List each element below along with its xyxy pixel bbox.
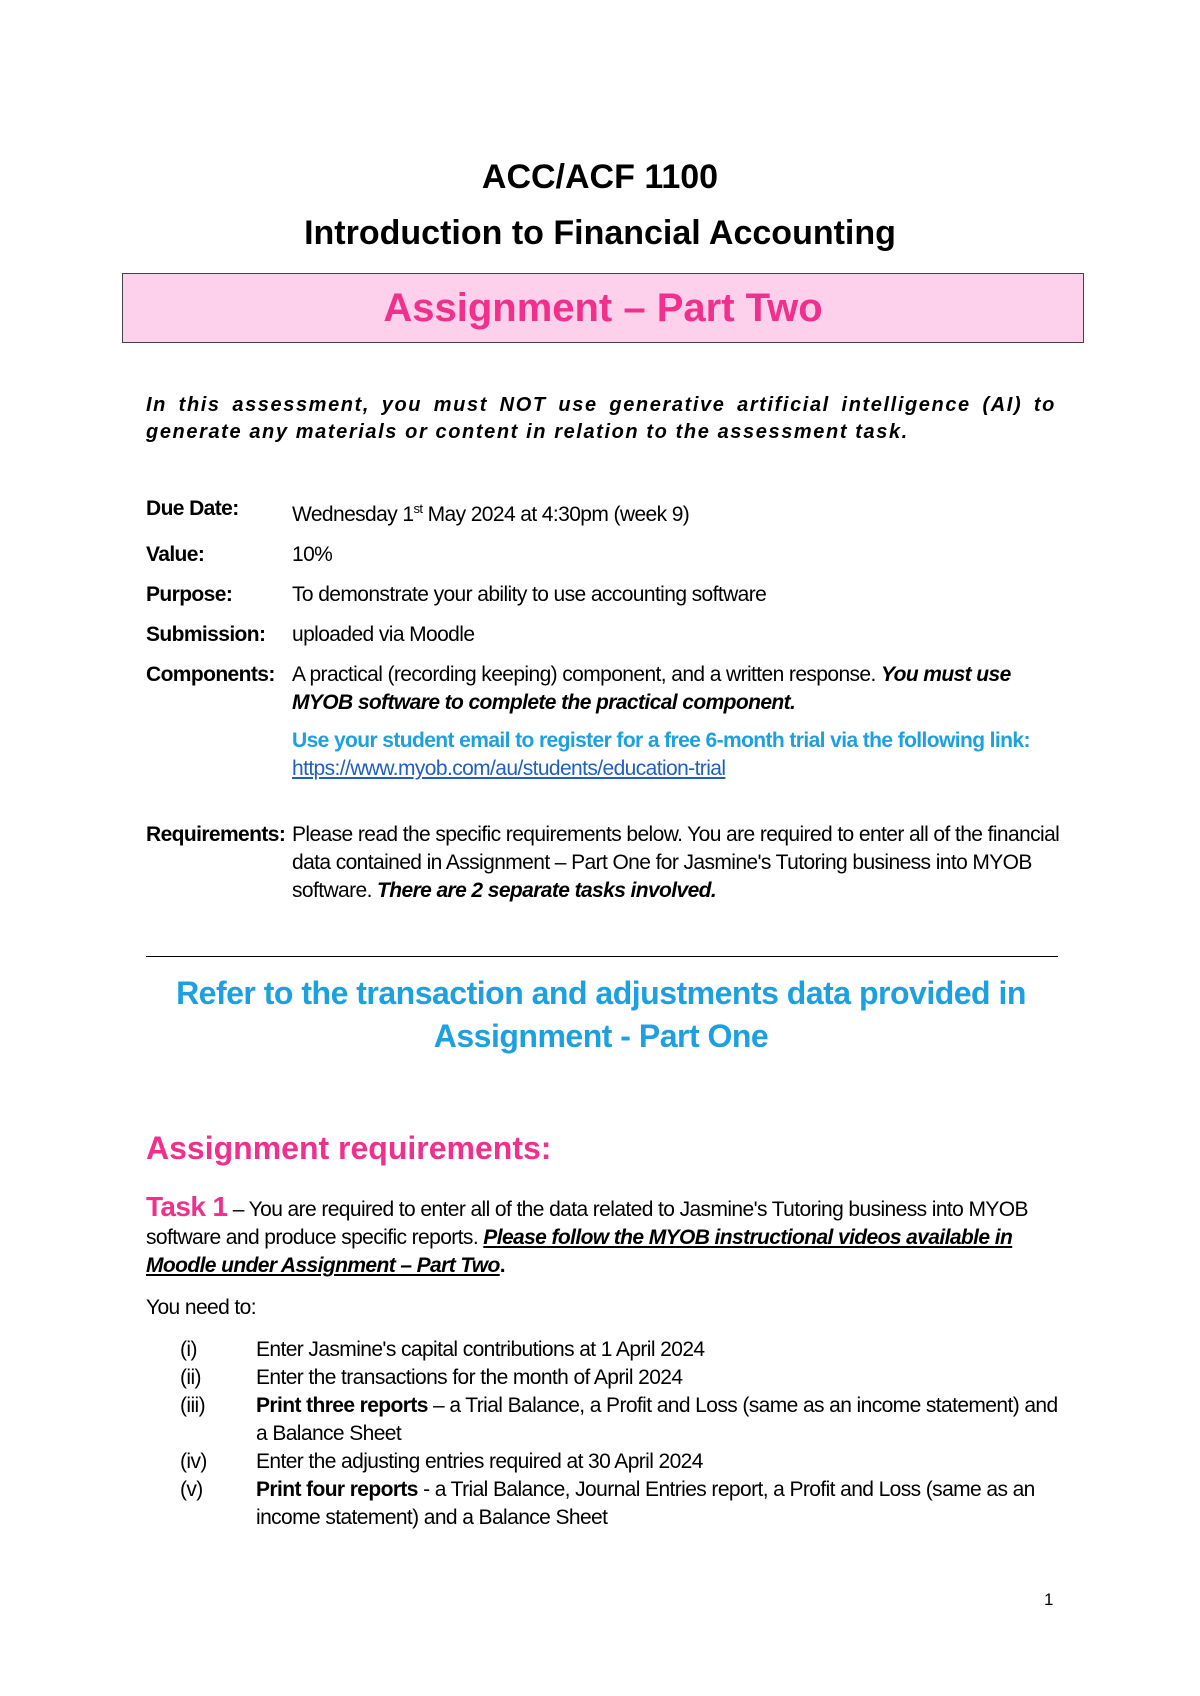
list-item-rest: - a Trial Balance, Journal Entries report, a Profit and Loss (same as an income statement) and a Balance Sheet <box>256 1478 1035 1529</box>
due-date-pre: Wednesday 1 <box>292 503 414 526</box>
requirements-emphasis: There are 2 separate tasks involved. <box>377 879 717 902</box>
list-item-text: Enter the transactions for the month of April 2024 <box>256 1366 683 1389</box>
value-value: 10% <box>292 543 333 566</box>
assessment-details <box>146 495 1066 917</box>
list-item-number: (iii) <box>180 1394 205 1417</box>
list-item-number: (v) <box>180 1478 203 1501</box>
requirements-row <box>146 821 1066 905</box>
components-label: Components: <box>146 663 275 686</box>
submission-row <box>146 621 1066 649</box>
list-item-bold: Print four reports <box>256 1478 418 1501</box>
requirements-text: Please read the specific requirements below. You are required to enter all of the financial data contained in Assignment – Part One for Jasmine's Tutoring business into MYOB software. <box>292 823 1060 902</box>
purpose-value: To demonstrate your ability to use accounting software <box>292 583 767 606</box>
purpose-row <box>146 581 1066 609</box>
list-item-text <box>256 1476 1060 1532</box>
you-need-text: You need to: <box>146 1296 256 1319</box>
refer-line-2: Assignment - Part One <box>433 1018 769 1054</box>
list-item <box>180 1476 1060 1532</box>
course-code: ACC/ACF 1100 <box>481 158 719 196</box>
task-1-text: – You are required to enter all of the data related to Jasmine's Tutoring business into MYOB software and produce specific reports. <box>146 1198 1028 1249</box>
list-item-number: (i) <box>180 1338 197 1361</box>
list-item-number: (ii) <box>180 1366 201 1389</box>
divider <box>146 956 1058 957</box>
value-row <box>146 541 1066 569</box>
refer-line-1: Refer to the transaction and adjustments data provided in <box>176 975 1026 1011</box>
trial-link[interactable]: https://www.myob.com/au/students/education-trial <box>292 757 726 780</box>
list-item <box>180 1336 1060 1364</box>
task-1-emphasis: Please follow the MYOB instructional videos available in Moodle under Assignment – Part Two <box>146 1226 1013 1277</box>
title-banner <box>122 273 1084 343</box>
list-item-bold: Print three reports <box>256 1394 428 1417</box>
task-1-label: Task 1 <box>146 1191 228 1222</box>
due-date-label: Due Date: <box>146 497 239 520</box>
banner-title: Assignment – Part Two <box>383 285 823 330</box>
list-item <box>180 1448 1060 1476</box>
list-item <box>180 1364 1060 1392</box>
task-1-end: . <box>499 1254 505 1277</box>
components-text: A practical (recording keeping) component, and a written response. <box>292 663 881 686</box>
page-number: 1 <box>1044 1590 1054 1609</box>
trial-note: Use your student email to register for a free 6-month trial via the following link: <box>292 729 1030 752</box>
ai-notice: In this assessment, you must NOT use generative artificial intelligence (AI) to generate any materials or content in relation to the assessment task. <box>146 394 1056 443</box>
components-value <box>292 661 1066 717</box>
list-item <box>180 1392 1060 1448</box>
submission-label: Submission: <box>146 623 266 646</box>
trial-note-block <box>292 727 1066 783</box>
task-1 <box>146 1193 1066 1280</box>
components-row <box>146 661 1066 717</box>
requirements-label: Requirements: <box>146 823 286 846</box>
due-date-value <box>292 495 1066 529</box>
refer-heading <box>120 972 1082 1058</box>
list-item-text: Enter the adjusting entries required at 30 April 2024 <box>256 1450 703 1473</box>
components-emphasis: You must use MYOB software to complete the practical component. <box>292 663 1011 714</box>
trial-row <box>146 721 1066 783</box>
list-item-number: (iv) <box>180 1450 207 1473</box>
list-item-text <box>256 1392 1060 1448</box>
requirements-value <box>292 821 1066 905</box>
task-list <box>180 1336 1060 1532</box>
course-title: Introduction to Financial Accounting <box>304 214 896 252</box>
due-date-sup: st <box>413 501 423 516</box>
due-date-row <box>146 495 1066 529</box>
list-item-text: Enter Jasmine's capital contributions at 1 April 2024 <box>256 1338 705 1361</box>
purpose-label: Purpose: <box>146 583 233 606</box>
requirements-heading: Assignment requirements: <box>146 1130 552 1166</box>
value-label: Value: <box>146 543 205 566</box>
due-date-post: May 2024 at 4:30pm (week 9) <box>422 503 690 526</box>
trial-spacer <box>146 721 292 783</box>
list-item-rest: – a Trial Balance, a Profit and Loss (same as an income statement) and a Balance Sheet <box>256 1394 1058 1445</box>
submission-value: uploaded via Moodle <box>292 623 475 646</box>
